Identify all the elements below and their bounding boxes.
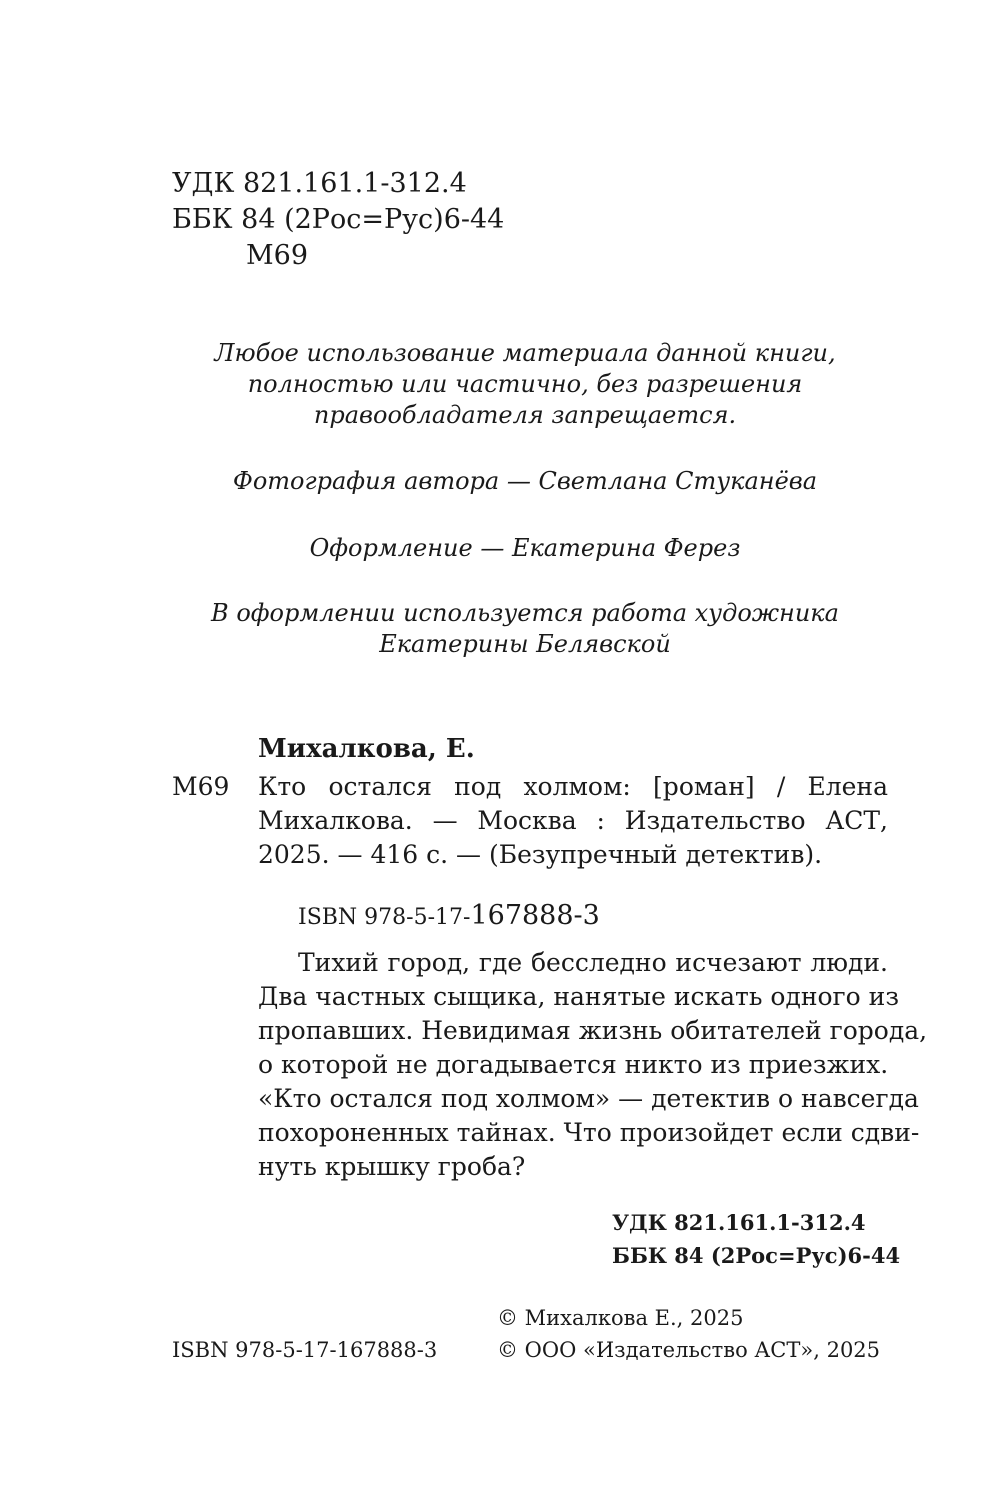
annotation-line: Два частных сыщика, нанятые искать одного из [258, 982, 899, 1011]
rights-notice [170, 338, 880, 431]
rights-line: Любое использование материала данной книги, [214, 339, 836, 367]
annotation-line: нуть крышку гроба? [258, 1152, 526, 1181]
annotation-line: Тихий город, где бесследно исчезают люди. [298, 948, 888, 977]
copyright-author: © Михалкова Е., 2025 [497, 1306, 744, 1330]
rights-line: полностью или частично, без разрешения [247, 370, 803, 398]
entry-annotation [258, 946, 928, 1184]
isbn-suffix: 167888-3 [470, 900, 600, 931]
entry-bbk: ББК 84 (2Рос=Рус)6-44 [612, 1243, 901, 1268]
artwork-credit [170, 598, 880, 660]
design-credit: Оформление — Екатерина Ферез [309, 534, 741, 562]
annotation-line: «Кто остался под холмом» — детектив о навсегда [258, 1084, 919, 1113]
artwork-line: В оформлении используется работа художника [211, 599, 839, 627]
description-line: Михалкова. — Москва : Издательство АСТ, [258, 806, 888, 835]
artwork-line: Екатерины Белявской [379, 630, 671, 658]
author-sign: М69 [246, 240, 309, 271]
rights-line: правообладателя запрещается. [313, 401, 737, 429]
copyright-publisher: © ООО «Издательство АСТ», 2025 [497, 1338, 881, 1362]
photo-credit: Фотография автора — Светлана Стуканёва [232, 467, 818, 495]
bbk-code: ББК 84 (2Рос=Рус)6-44 [172, 204, 505, 235]
description-line: 2025. — 416 с. — (Безупречный детектив). [258, 840, 823, 869]
isbn-prefix: ISBN 978-5-17- [298, 905, 471, 930]
annotation-line: о которой не догадывается никто из приезжих. [258, 1050, 889, 1079]
entry-description [258, 770, 888, 872]
udk-code: УДК 821.161.1-312.4 [172, 168, 467, 199]
description-line: Кто остался под холмом: [роман] / Елена [258, 772, 888, 801]
entry-author: Михалкова, Е. [258, 734, 475, 764]
annotation-line: похороненных тайнах. Что произойдет если сдви- [258, 1118, 920, 1147]
annotation-line: пропавших. Невидимая жизнь обитателей города, [258, 1016, 928, 1045]
entry-isbn [298, 900, 600, 931]
footer-isbn: ISBN 978-5-17-167888-3 [172, 1338, 438, 1362]
entry-sign: М69 [172, 772, 230, 801]
entry-udk: УДК 821.161.1-312.4 [612, 1210, 866, 1235]
